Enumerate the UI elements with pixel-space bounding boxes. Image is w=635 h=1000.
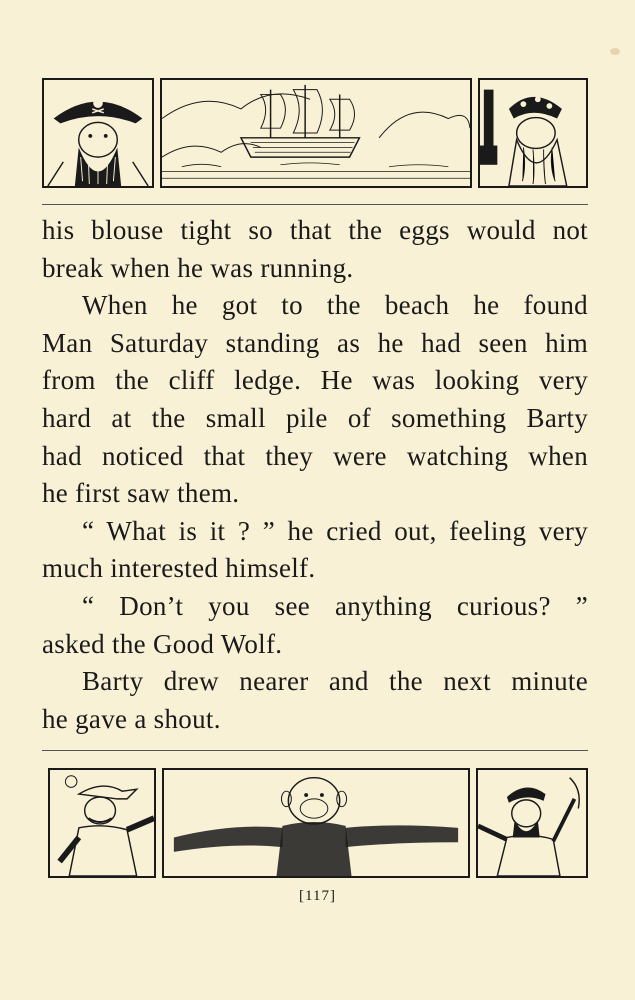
illustration-sailing-ship [160,78,472,188]
text-line: much interested himself. [42,553,316,584]
text-line: hard at the small pile of something Barty [42,402,588,433]
text-line: “ Don’t you see anything curious? ” [82,590,588,621]
paper-stain [610,48,620,55]
illustration-sailor-bandana [48,768,156,878]
text-line: Barty drew nearer and the next minute [82,666,588,697]
text-line: his blouse tight so that the eggs would not [42,215,588,245]
text-line: had noticed that they were watching when [42,440,588,471]
text-line: asked the Good Wolf. [42,628,283,659]
text-line: he first saw them. [42,478,240,509]
page-number: [117] [299,888,336,904]
top-divider-rule [42,204,588,205]
bottom-divider-rule [42,750,588,751]
illustration-pirate-skull-hat [42,78,154,188]
page-body-text [42,212,588,738]
text-line: Man Saturday standing as he had seen him [42,327,588,358]
illustration-pirate-cutlass [476,768,588,878]
text-line: When he got to the beach he found [82,290,588,321]
illustration-monkey [162,768,470,878]
text-line: he gave a shout. [42,703,221,734]
text-line: break when he was running. [42,252,354,283]
illustration-bearded-pirate [478,78,588,188]
text-line: “ What is it ? ” he cried out, feeling very [82,515,588,546]
text-line: from the cliff ledge. He was looking very [42,365,588,396]
